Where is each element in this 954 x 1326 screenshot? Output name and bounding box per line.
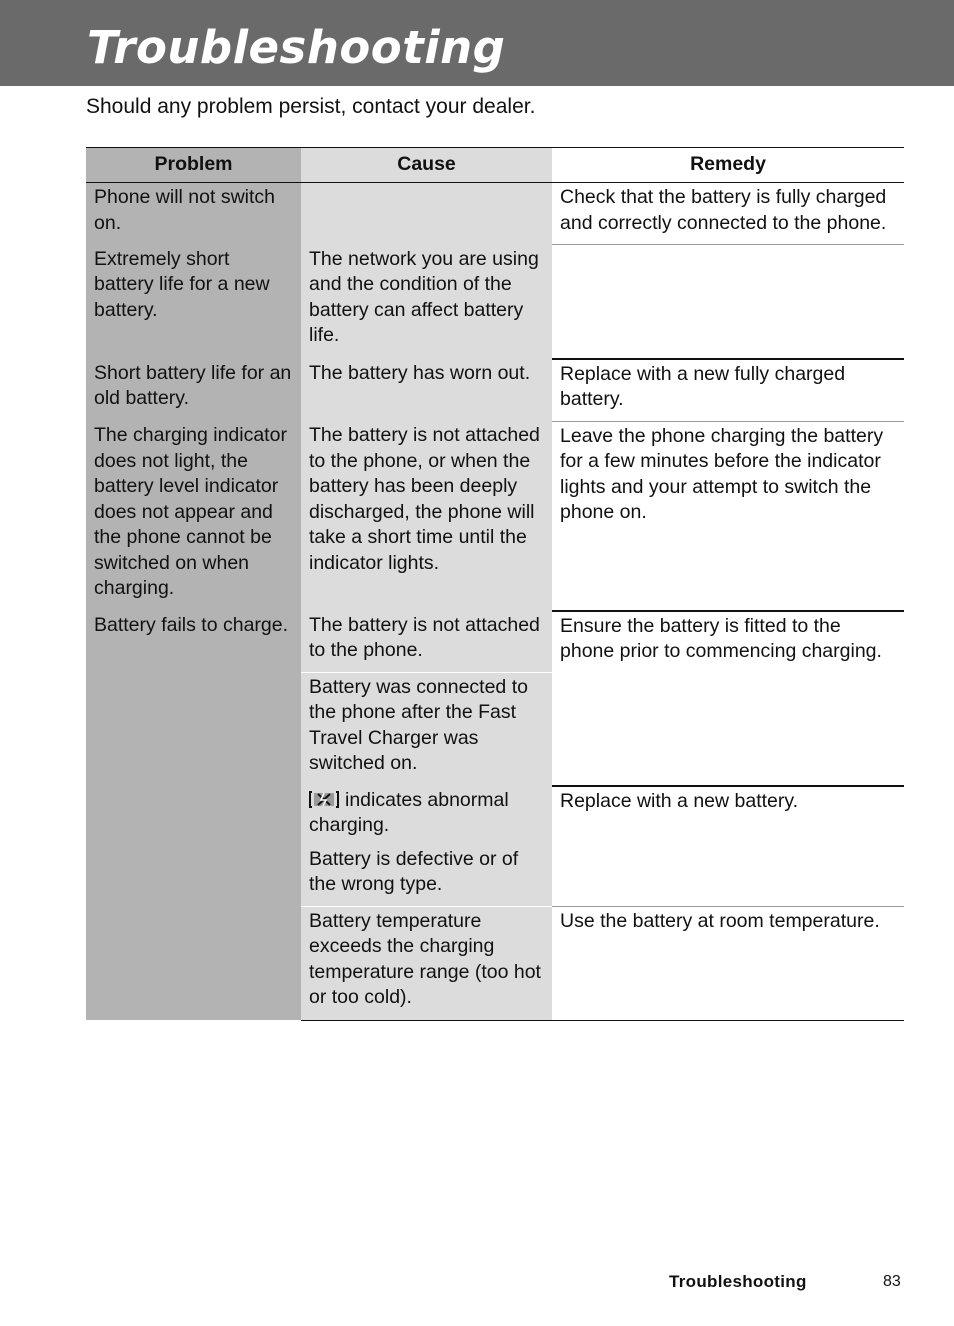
cause-cell bbox=[301, 183, 552, 245]
table-header-row bbox=[86, 148, 904, 183]
cause-cell bbox=[301, 786, 552, 907]
cause-line-abnormal bbox=[309, 788, 545, 839]
page-number: 83 bbox=[883, 1273, 901, 1290]
title-banner bbox=[0, 0, 954, 86]
remedy-cell: Leave the phone charging the battery for a few minutes before the indicator lights and your attempt to switch the phone on. bbox=[552, 421, 904, 611]
cause-text-defective: Battery is defective or of the wrong type. bbox=[309, 847, 519, 895]
footer-section-title: Troubleshooting bbox=[669, 1272, 807, 1291]
header-remedy: Remedy bbox=[552, 148, 904, 183]
remedy-cell bbox=[552, 245, 904, 359]
cause-cell: The battery has worn out. bbox=[301, 359, 552, 422]
cause-cell: The battery is not attached to the phone. bbox=[301, 611, 552, 673]
remedy-cell: Replace with a new battery. bbox=[552, 786, 904, 907]
problem-cell: The charging indicator does not light, the battery level indicator does not appear and the phone cannot be switched on when charging. bbox=[86, 421, 301, 611]
remedy-cell: Replace with a new fully charged battery. bbox=[552, 359, 904, 422]
cause-text-abnormal: indicates abnormal charging. bbox=[309, 788, 509, 836]
problem-cell: Short battery life for an old battery. bbox=[86, 359, 301, 422]
cause-cell: The battery is not attached to the phone, or when the battery has been deeply discharged, the phone will take a short time until the indicator lights. bbox=[301, 421, 552, 611]
problem-cell: Extremely short battery life for a new battery. bbox=[86, 245, 301, 359]
problem-cell: Battery fails to charge. bbox=[86, 611, 301, 1021]
troubleshooting-table bbox=[86, 147, 904, 1021]
cause-cell: Battery was connected to the phone after the Fast Travel Charger was switched on. bbox=[301, 672, 552, 786]
table-row bbox=[86, 611, 904, 673]
table-row bbox=[86, 245, 904, 359]
remedy-cell: Check that the battery is fully charged and correctly connected to the phone. bbox=[552, 183, 904, 245]
remedy-cell: Use the battery at room temperature. bbox=[552, 906, 904, 1020]
table-row bbox=[86, 421, 904, 611]
remedy-cell: Ensure the battery is fitted to the phone prior to commencing charging. bbox=[552, 611, 904, 786]
abnormal-charging-icon bbox=[309, 791, 339, 808]
cause-cell: Battery temperature exceeds the charging temperature range (too hot or too cold). bbox=[301, 906, 552, 1020]
page-title: Troubleshooting bbox=[87, 21, 506, 74]
problem-cell: Phone will not switch on. bbox=[86, 183, 301, 245]
cause-cell: The network you are using and the condition of the battery can affect battery life. bbox=[301, 245, 552, 359]
header-problem: Problem bbox=[86, 148, 301, 183]
header-cause: Cause bbox=[301, 148, 552, 183]
table-row bbox=[86, 183, 904, 245]
table-row bbox=[86, 359, 904, 422]
intro-text: Should any problem persist, contact your dealer. bbox=[86, 95, 536, 118]
